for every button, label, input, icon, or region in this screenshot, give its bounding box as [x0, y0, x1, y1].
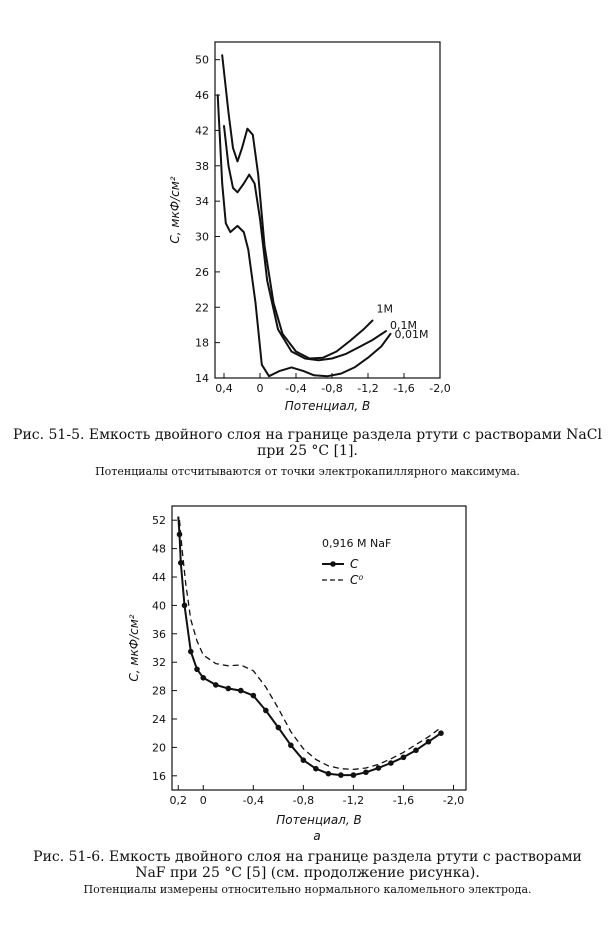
data-point	[225, 686, 231, 692]
data-point	[426, 739, 432, 745]
data-point	[338, 772, 344, 778]
series-line-1M	[222, 55, 372, 358]
x-tick-label: -2,0	[442, 794, 465, 807]
x-tick-label: -1,2	[342, 794, 365, 807]
y-tick-label: 28	[152, 684, 166, 698]
y-tick-label: 36	[152, 627, 166, 641]
data-point	[326, 771, 332, 777]
y-tick-label: 46	[195, 89, 209, 103]
series-label: 1M	[376, 302, 393, 316]
x-tick-label: -2,0	[429, 382, 451, 395]
caption-51-5-line2: при 25 °C [1].	[257, 443, 358, 459]
series-label: 0,01M	[394, 327, 429, 341]
legend-title: 0,916 M NaF	[322, 537, 392, 550]
data-point	[238, 688, 244, 694]
y-tick-label: 40	[152, 599, 166, 613]
series-label: 0,1M	[390, 319, 417, 333]
x-tick-label: 0	[256, 382, 264, 395]
x-tick-label: -1,2	[357, 382, 379, 395]
x-axis-label: Потенциал, В	[284, 399, 371, 413]
y-tick-label: 32	[152, 656, 166, 670]
y-tick-label: 24	[152, 713, 166, 726]
caption-51-6-line2: NaF при 25 °C [5] (см. продолжение рисунка).	[135, 865, 480, 881]
data-point	[388, 760, 394, 766]
caption-51-5	[0, 427, 615, 459]
x-tick-label: -1,6	[392, 794, 415, 807]
legend-label-C0: C⁰	[350, 573, 364, 587]
chart-51-6	[127, 506, 466, 843]
y-tick-label: 34	[195, 195, 209, 209]
caption-51-6-line1: Рис. 51-6. Емкость двойного слоя на границе раздела ртути с растворами	[33, 849, 582, 865]
data-point	[263, 708, 269, 714]
y-tick-label: 52	[152, 514, 166, 528]
data-point	[194, 667, 200, 673]
x-tick-label: -1,6	[393, 382, 415, 395]
data-point	[213, 682, 219, 688]
y-tick-label: 30	[195, 230, 209, 244]
plot-frame	[172, 506, 466, 790]
y-tick-label: 20	[152, 741, 166, 755]
y-axis-label: С, мкФ/см²	[168, 176, 182, 244]
note-51-5: Потенциалы отсчитываются от точки электрокапиллярного максимума.	[95, 465, 520, 478]
y-tick-label: 16	[152, 769, 166, 783]
data-point	[401, 755, 407, 761]
y-tick-label: 22	[195, 301, 209, 315]
data-point	[313, 766, 319, 772]
x-axis-label: Потенциал, В	[276, 813, 362, 827]
y-tick-label: 26	[195, 265, 209, 279]
data-point	[438, 730, 444, 736]
caption-51-5-line1: Рис. 51-5. Емкость двойного слоя на границе раздела ртути с растворами NaCl	[13, 427, 602, 443]
data-point	[276, 725, 282, 731]
panel-label: а	[313, 829, 321, 843]
data-point	[288, 742, 294, 748]
data-point	[188, 649, 194, 655]
y-tick-label: 44	[152, 571, 166, 584]
data-point	[413, 747, 419, 753]
data-point	[351, 772, 357, 778]
series-line-C0	[180, 520, 442, 769]
y-tick-label: 18	[195, 336, 209, 350]
y-tick-label: 50	[195, 53, 209, 67]
data-point	[376, 765, 382, 771]
x-tick-label: -0,4	[242, 794, 265, 807]
y-axis-label: С, мкФ/см²	[127, 614, 141, 682]
legend-label-C: C	[350, 557, 359, 571]
x-tick-label: -0,4	[285, 382, 307, 395]
x-tick-label: -0,8	[321, 382, 343, 395]
series-line-0,01M	[218, 95, 391, 376]
y-tick-label: 14	[195, 372, 209, 385]
data-point	[301, 757, 307, 763]
note-51-6: Потенциалы измерены относительно нормального каломельного электрода.	[83, 883, 532, 896]
x-tick-label: 0,2	[169, 794, 188, 807]
y-tick-label: 38	[195, 159, 209, 173]
data-point	[363, 769, 369, 775]
chart-51-5	[168, 42, 451, 413]
caption-51-6	[0, 849, 615, 881]
data-point	[251, 693, 257, 699]
y-tick-label: 42	[195, 124, 209, 138]
x-tick-label: 0,4	[215, 382, 233, 395]
x-tick-label: -0,8	[292, 794, 315, 807]
y-tick-label: 48	[152, 542, 166, 556]
data-point	[177, 532, 183, 538]
series-line-C	[178, 517, 441, 776]
series-line-0,1M	[224, 126, 386, 360]
data-point	[200, 675, 206, 681]
legend-marker-C	[330, 561, 336, 567]
data-point	[182, 603, 188, 609]
x-tick-label: 0	[199, 794, 207, 807]
